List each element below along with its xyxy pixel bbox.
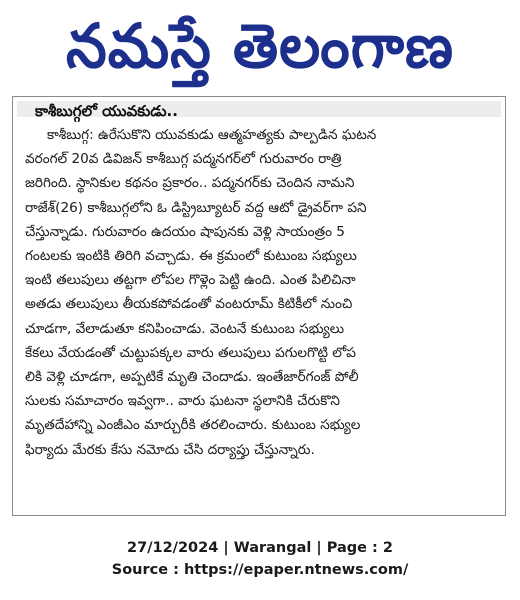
article-headline: కాశీబుగ్గలో యువకుడు.. (35, 102, 178, 120)
article-line: ఇంటి తలుపులు తట్టగా లోపల గొళ్లెం పెట్టి ఉంది. ఎంత పిలిచినా (25, 272, 356, 289)
article-body (25, 123, 499, 462)
source-credit: Source : https://epaper.ntnews.com/ (111, 562, 409, 578)
article-line: జరిగింది. స్థానికుల కథనం ప్రకారం.. పద్మనగర్‌కు చెందిన నామని (25, 175, 355, 192)
article-line: చేస్తున్నాడు. గురువారం ఉదయం షాపునకు వెళ్లి సాయంత్రం 5 (25, 223, 345, 240)
article-line: చూడగా, వేలాడుతూ కనిపించాడు. వెంటనే కుటుంబ సభ్యులు (25, 320, 345, 337)
news-clipping (12, 96, 506, 516)
edition-info: 27/12/2024 | Warangal | Page : 2 (127, 540, 393, 556)
article-line: అతడు తలుపులు తీయకపోవడంతో వంటరూమ్ కిటికీలో నుంచి (25, 296, 353, 313)
article-line: రాజేశ్(26) కాశీబుగ్గలోని ఓ డిస్ట్రిబ్యూటర్ వద్ద ఆటో డ్రైవర్‌గా పని (25, 199, 367, 216)
masthead-title: నమస్తే తెలంగాణ (66, 10, 454, 82)
article-line: లికి వెళ్లి చూడగా, అప్పటికే మృతి చెందాడు. ఇంతేజార్‌గంజ్ పోలీ (25, 369, 359, 386)
article-line: సులకు సమాచారం ఇవ్వగా.. వారు ఘటనా స్థలానికి చేరుకొని (25, 393, 340, 410)
newspaper-masthead (0, 0, 520, 92)
article-line: ఫిర్యాదు మేరకు కేసు నమోదు చేసి దర్యాప్తు చేస్తున్నారు. (25, 441, 315, 458)
article-line: మృతదేహాన్ని ఎంజీఎం మార్చురీకి తరలించారు. కుటుంబ సభ్యుల (25, 417, 361, 434)
article-line: గంటలకు ఇంటికి తిరిగి వచ్చాడు. ఈ క్రమంలో కుటుంబ సభ్యులు (25, 248, 357, 265)
article-line: కాశీబుగ్గ: ఉరేసుకొని యువకుడు ఆత్మహత్యకు పాల్పడిన ఘటన (47, 127, 377, 143)
article-line: కేకలు వేయడంతో చుట్టుపక్కల వారు తలుపులు పగులగొట్టి లోప (25, 344, 356, 361)
article-line: వరంగల్ 20వ డివిజన్ కాశీబుగ్గ పద్మనగర్‌లో గురువారం రాత్రి (25, 151, 342, 168)
